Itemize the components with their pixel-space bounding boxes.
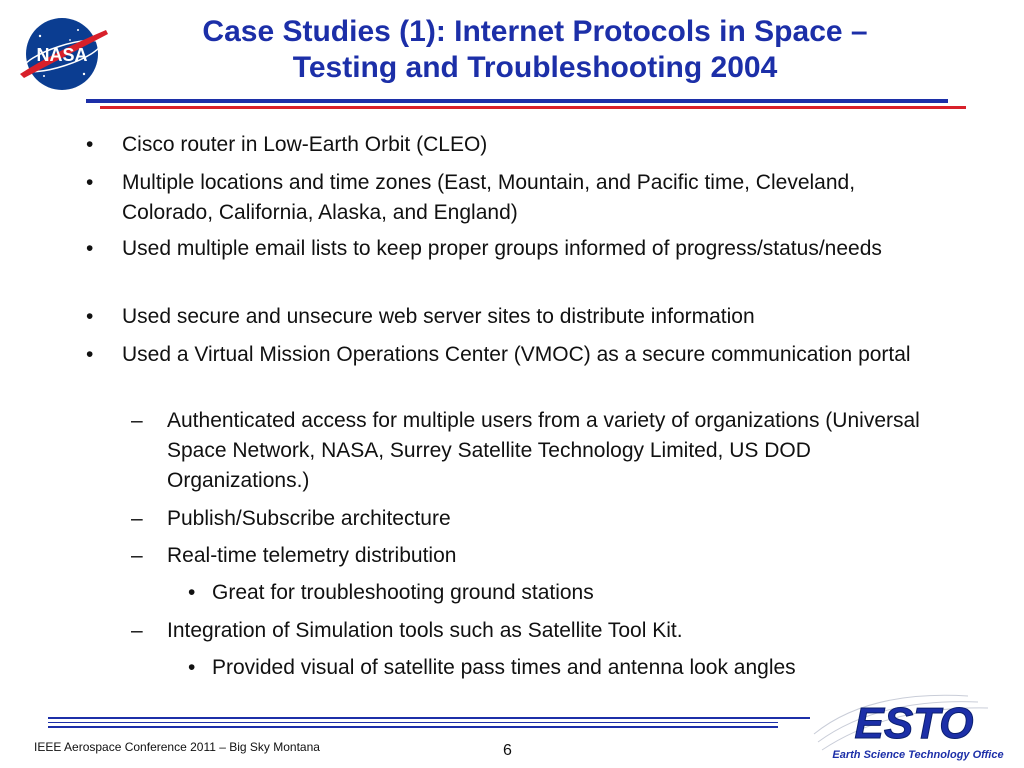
bullet-marker: • [86, 305, 94, 328]
sub-sub-bullet-text: Great for troubleshooting ground stations [212, 581, 594, 604]
sub-bullet-marker: – [131, 544, 143, 567]
sub-bullet-text: Publish/Subscribe architecture [167, 507, 451, 530]
sub-bullet-text: Integration of Simulation tools such as Satellite Tool Kit. [167, 619, 683, 642]
footer-rule-1 [48, 717, 810, 719]
title-rule-red [100, 106, 966, 109]
bullet-marker: • [86, 133, 94, 156]
title-line-2: Testing and Troubleshooting 2004 [292, 51, 778, 84]
bullet-item [86, 168, 922, 228]
title-line-1: Case Studies (1): Internet Protocols in Space – [202, 15, 868, 48]
sub-bullet-text: Authenticated access for multiple users from a variety of organizations (Universal Space Network, NASA, Surrey Satellite Technology Limited, US DOD Organizations.) [167, 409, 920, 492]
footer-rule-3 [48, 726, 778, 728]
sub-bullet-marker: – [131, 409, 143, 432]
footer-rule-2 [48, 722, 778, 723]
sub-sub-bullet-marker: • [188, 656, 196, 679]
esto-logo-subtitle: Earth Science Technology Office [832, 749, 1004, 761]
sub-bullet-item [131, 541, 927, 571]
bullet-text: Used secure and unsecure web server sites to distribute information [122, 305, 755, 328]
bullet-text: Multiple locations and time zones (East, Mountain, and Pacific time, Cleveland, Colorado, California, Alaska, and England) [122, 171, 856, 224]
bullet-item [86, 234, 922, 264]
sub-sub-bullet-marker: • [188, 581, 196, 604]
bullet-text: Used a Virtual Mission Operations Center (VMOC) as a secure communication portal [122, 343, 911, 366]
bullet-text: Cisco router in Low-Earth Orbit (CLEO) [122, 133, 488, 156]
sub-sub-bullet-item [188, 578, 952, 608]
footer-conference: IEEE Aerospace Conference 2011 – Big Sky Montana [34, 740, 320, 754]
sub-bullet-marker: – [131, 619, 143, 642]
sub-bullet-marker: – [131, 507, 143, 530]
bullet-item [86, 130, 922, 160]
page-number: 6 [503, 742, 512, 759]
sub-bullet-item [131, 406, 927, 496]
esto-logo [808, 690, 1020, 764]
bullet-marker: • [86, 171, 94, 194]
bullet-text: Used multiple email lists to keep proper groups informed of progress/status/needs [122, 237, 882, 260]
nasa-logo [14, 12, 112, 94]
bullet-marker: • [86, 237, 94, 260]
sub-sub-bullet-item [188, 653, 952, 683]
sub-bullet-text: Real-time telemetry distribution [167, 544, 457, 567]
esto-logo-text: ESTO [854, 699, 974, 748]
bullet-item [86, 340, 922, 370]
bullet-item [86, 302, 922, 332]
nasa-logo-text: NASA [36, 45, 88, 65]
slide-title [110, 14, 960, 86]
sub-bullet-item [131, 504, 927, 534]
bullet-marker: • [86, 343, 94, 366]
title-rule-blue [86, 99, 948, 103]
sub-sub-bullet-text: Provided visual of satellite pass times and antenna look angles [212, 656, 796, 679]
sub-bullet-item [131, 616, 927, 646]
